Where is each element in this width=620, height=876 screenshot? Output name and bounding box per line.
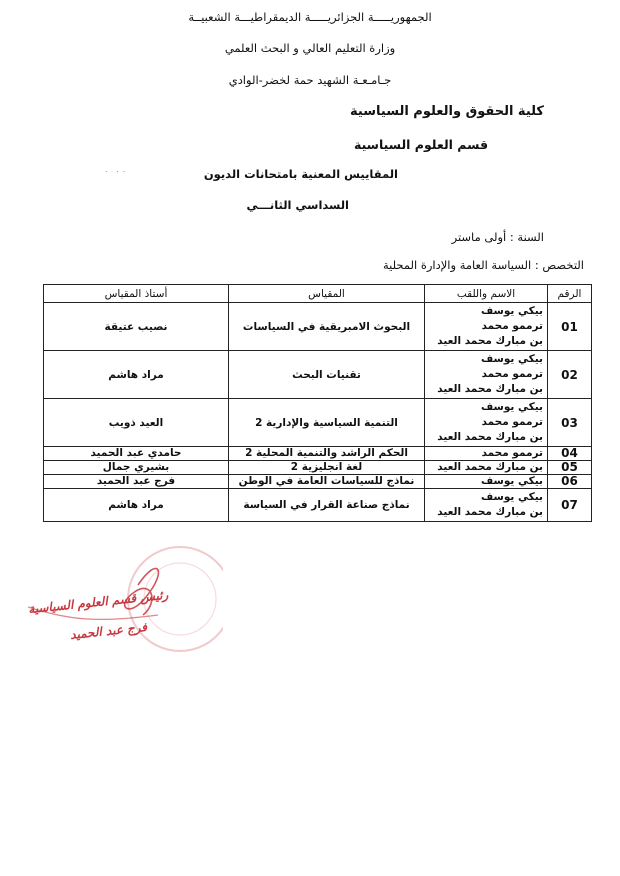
professor-name: مراد هاشم bbox=[44, 489, 229, 522]
republic-header: الجمهوريـــــة الجزائريـــــة الديمقراطيـــة الشعبيــة bbox=[188, 10, 432, 24]
student-names bbox=[425, 351, 548, 399]
row-number: 02 bbox=[548, 351, 592, 399]
student-name: بيكي يوسف bbox=[481, 491, 543, 503]
student-names bbox=[425, 303, 548, 351]
student-names bbox=[425, 447, 548, 461]
table-row bbox=[44, 461, 592, 475]
row-number: 05 bbox=[548, 461, 592, 475]
professor-name: نصيب عتيقة bbox=[44, 303, 229, 351]
signatory-name: فرج عبد الحميد bbox=[69, 620, 148, 642]
professor-name: حامدي عبد الحميد bbox=[44, 447, 229, 461]
department-name: قسم العلوم السياسية bbox=[353, 137, 488, 152]
table-row bbox=[44, 447, 592, 461]
header-number: الرقم bbox=[548, 285, 592, 303]
table-header-row bbox=[44, 285, 592, 303]
table-row bbox=[44, 475, 592, 489]
student-name: بيكي يوسف bbox=[481, 475, 543, 487]
student-names bbox=[425, 489, 548, 522]
row-number: 01 bbox=[548, 303, 592, 351]
row-number: 03 bbox=[548, 399, 592, 447]
row-number: 04 bbox=[548, 447, 592, 461]
student-name: ترممو محمد bbox=[481, 368, 543, 380]
student-name: ترممو محمد bbox=[481, 447, 543, 459]
scan-smudge: ˙˙ ˙ bbox=[104, 171, 129, 181]
header-professor: أستاذ المقياس bbox=[44, 285, 229, 303]
ministry-header: وزارة التعليم العالي و البحث العلمي bbox=[224, 41, 396, 55]
professor-name: مراد هاشم bbox=[44, 351, 229, 399]
student-name: بن مبارك محمد العيد bbox=[437, 383, 543, 395]
table-row bbox=[44, 351, 592, 399]
document-subtitle: المقاييس المعنية بامتحانات الديون bbox=[203, 167, 398, 181]
university-header: جـامـعـة الشهيد حمة لخضر-الوادي bbox=[228, 73, 392, 87]
signatory-title: رئيس قسم العلوم السياسية bbox=[27, 587, 169, 617]
course-name: لغة انجليزية 2 bbox=[229, 461, 425, 475]
header-name: الاسم واللقب bbox=[425, 285, 548, 303]
student-name: بن مبارك محمد العيد bbox=[437, 461, 543, 473]
professor-name: فرج عبد الحميد bbox=[44, 475, 229, 489]
course-name: نماذج للسياسات العامة في الوطن bbox=[229, 475, 425, 489]
student-names bbox=[425, 461, 548, 475]
semester-label: السداسي الثانـــي bbox=[246, 198, 349, 212]
student-names bbox=[425, 399, 548, 447]
course-name: البحوث الامبريقية في السياسات bbox=[229, 303, 425, 351]
student-name: بيكي يوسف bbox=[481, 305, 543, 317]
professor-name: بشيري جمال bbox=[44, 461, 229, 475]
student-name: بيكي يوسف bbox=[481, 353, 543, 365]
table-row bbox=[44, 399, 592, 447]
course-name: التنمية السياسية والإدارية 2 bbox=[229, 399, 425, 447]
header-course: المقياس bbox=[229, 285, 425, 303]
table-row bbox=[44, 489, 592, 522]
course-name: تقنيات البحث bbox=[229, 351, 425, 399]
student-name: بيكي يوسف bbox=[481, 401, 543, 413]
course-name: نماذج صناعة القرار في السياسة bbox=[229, 489, 425, 522]
professor-name: العيد ذويب bbox=[44, 399, 229, 447]
study-year: السنة : أولى ماستر bbox=[451, 230, 544, 244]
student-name: بن مبارك محمد العيد bbox=[437, 431, 543, 443]
table-row bbox=[44, 303, 592, 351]
student-name: ترممو محمد bbox=[481, 416, 543, 428]
student-name: بن مبارك محمد العيد bbox=[437, 506, 543, 518]
row-number: 06 bbox=[548, 475, 592, 489]
student-name: ترممو محمد bbox=[481, 320, 543, 332]
student-names bbox=[425, 475, 548, 489]
course-name: الحكم الراشد والتنمية المحلية 2 bbox=[229, 447, 425, 461]
specialty: التخصص : السياسة العامة والإدارة المحلية bbox=[382, 258, 584, 272]
student-name: بن مبارك محمد العيد bbox=[437, 335, 543, 347]
courses-table bbox=[43, 284, 592, 522]
faculty-name: كلية الحقوق والعلوم السياسية bbox=[350, 104, 544, 119]
row-number: 07 bbox=[548, 489, 592, 522]
